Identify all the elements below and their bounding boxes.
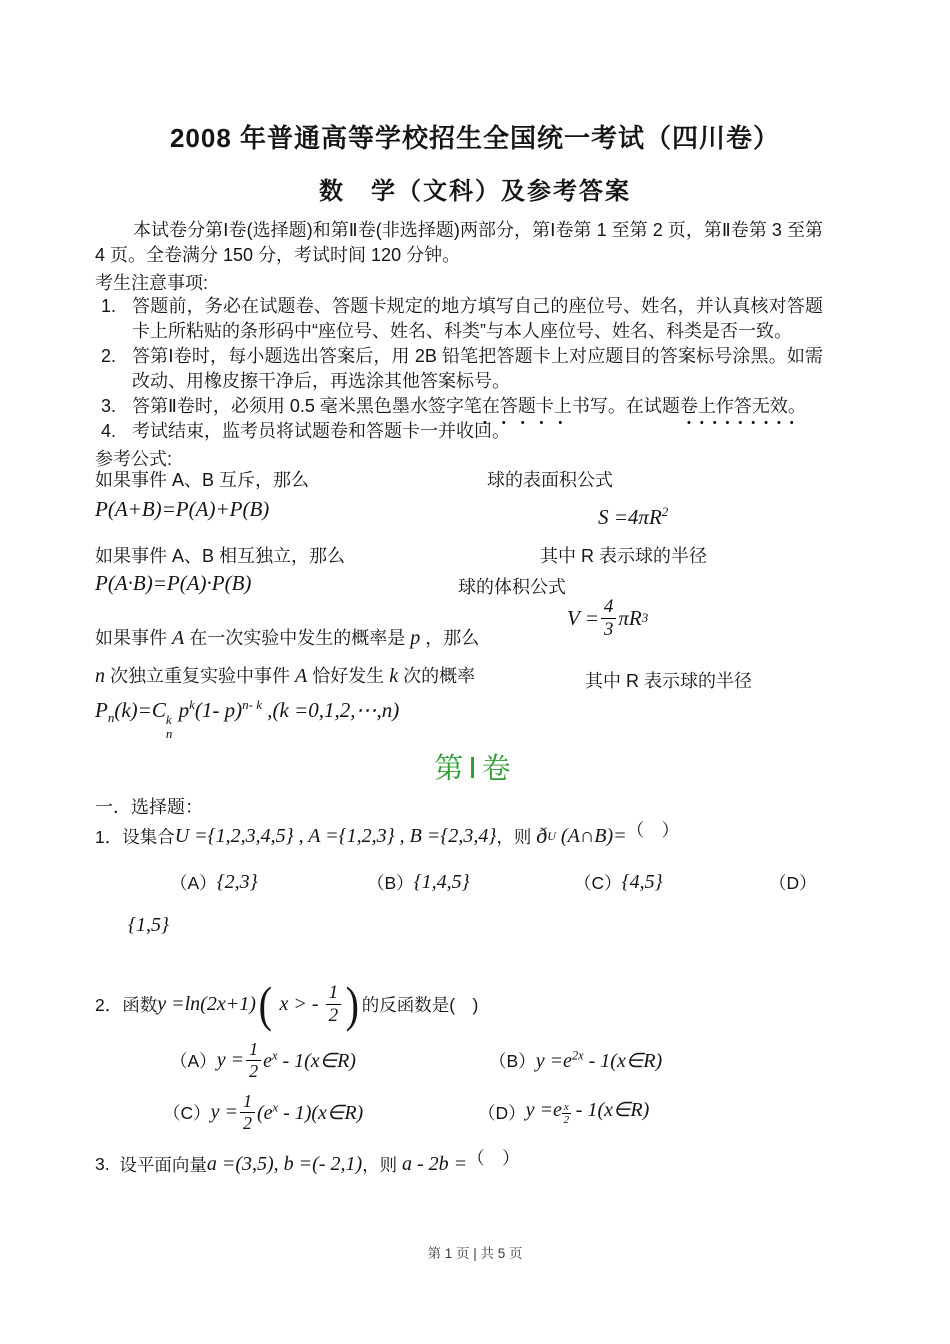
sup-sub-stack — [166, 713, 173, 740]
formula-text: y = — [216, 1048, 245, 1071]
math-var: k — [389, 665, 399, 687]
section-1-heading: 一．选择题： — [95, 797, 203, 817]
option-a — [170, 1036, 356, 1084]
notice-number: 1. — [101, 296, 117, 316]
notice-text: 答第Ⅱ卷时，必须用 0.5 毫米黑色墨水签字笔在答题卡上书写。在试题卷上作答无效。 — [132, 396, 806, 416]
question-text: 设平面向量 — [119, 1154, 207, 1175]
option-c — [163, 1086, 363, 1138]
formula-text — [257, 1100, 363, 1125]
big-left-paren: ( — [258, 976, 272, 1032]
formula-text — [536, 1048, 662, 1073]
option-label: （D） — [478, 1102, 526, 1123]
radius-note-1: 其中 R 表示球的半径 — [540, 546, 708, 566]
notice-number: 4. — [101, 421, 117, 441]
math-var: A — [295, 665, 308, 687]
question-1-options — [95, 864, 865, 900]
tail: - 1(x∈R) — [570, 1099, 650, 1122]
question-text: ，则 — [496, 826, 537, 847]
numerator: x — [563, 1101, 569, 1114]
expression: (A∩B)= — [555, 824, 627, 847]
math-var: n — [95, 665, 105, 687]
page-title: 2008 年普通高等学校招生全国统一考试（四川卷） — [169, 123, 781, 153]
independent-events-label: 如果事件 A、B 相互独立，那么 — [95, 546, 346, 566]
big-right-paren: ) — [345, 976, 360, 1032]
text: 次的概率 — [398, 666, 476, 686]
option-label: （A） — [170, 872, 217, 893]
exponent: x — [272, 1099, 279, 1114]
option-b — [367, 864, 470, 900]
formula-text: (1- p) — [194, 698, 243, 722]
sphere-volume-label: 球的体积公式 — [458, 577, 566, 597]
tail: - 1)(x∈R) — [278, 1101, 364, 1124]
page-footer: 第 1 页 | 共 5 页 — [427, 1246, 523, 1261]
text: 如果事件 — [95, 628, 173, 648]
reference-formulas-title: 参考公式: — [95, 449, 173, 469]
option-value: {1,4,5} — [413, 870, 470, 893]
formula-text: V = — [567, 605, 599, 630]
question-number: 2． — [95, 994, 123, 1015]
vector-definitions: a =(3,5), b =(- 2,1) — [206, 1152, 363, 1175]
denominator: 2 — [563, 1114, 570, 1127]
formula-text: (k)=C — [114, 698, 166, 722]
text: ，那么 — [420, 628, 480, 648]
text: 在一次实验中发生的概率是 — [184, 628, 411, 648]
binomial-probability-formula — [95, 698, 399, 740]
denominator: 2 — [328, 1004, 339, 1026]
fraction — [326, 982, 342, 1027]
formula-text: y = — [210, 1100, 239, 1123]
fraction — [240, 1091, 255, 1133]
option-d — [478, 1086, 649, 1138]
base: (e — [257, 1101, 273, 1124]
text: 次独立重复实验中事件 — [105, 666, 296, 686]
notice-number: 3. — [101, 396, 117, 416]
emphasis-dots: ••••••••• — [687, 417, 803, 429]
question-text: ，则 — [362, 1154, 402, 1175]
intro-paragraph: 本试卷分第Ⅰ卷(选择题)和第Ⅱ卷(非选择题)两部分，第Ⅰ卷第 1 至第 2 页，第Ⅱ卷第 3 至第 4 页。全卷满分 150 分，考试时间 120 分钟。 — [95, 220, 823, 265]
expression: a - 2b = — [402, 1152, 468, 1175]
notice-list — [95, 294, 823, 444]
notice-number: 2. — [101, 346, 117, 366]
exponent: k — [189, 697, 195, 712]
question-number: 1． — [95, 826, 123, 847]
answer-blank: （ ） — [626, 819, 680, 840]
subscript: n — [165, 725, 173, 741]
question-1: 1． 设集合 U ={1,2,3,4,5} , A ={1,2,3} , B ={2,3,4} ，则 ð U (A∩B)= （ ） — [95, 818, 679, 854]
question-text: 函数 — [122, 994, 158, 1015]
question-3 — [95, 1146, 520, 1182]
option-label: （B） — [489, 1050, 536, 1071]
formula-text: P — [95, 698, 108, 722]
question-text: 的反函数是( ) — [361, 994, 479, 1015]
question-2-options-ab — [95, 1036, 865, 1084]
option-label: （C） — [574, 872, 622, 893]
formula-text: p — [173, 698, 190, 722]
notice-item-3 — [95, 394, 823, 429]
probability-sum-formula: P(A+B)=P(A)+P(B) — [95, 497, 270, 521]
tail: - 1(x∈R) — [277, 1049, 356, 1072]
exponent-fraction — [562, 1101, 571, 1126]
option-label: （D） — [769, 872, 817, 893]
option-label: （A） — [170, 1050, 217, 1071]
exponent: n- k — [242, 697, 262, 712]
answer-blank: （ ） — [467, 1147, 520, 1168]
sphere-surface-formula — [598, 505, 668, 530]
mutually-exclusive-label: 如果事件 A、B 互斥，那么 — [95, 470, 310, 490]
single-trial-probability-line — [95, 624, 479, 650]
option-label: （C） — [163, 1102, 211, 1123]
option-d — [769, 864, 817, 900]
probability-product-formula: P(A·B)=P(A)·P(B) — [95, 571, 252, 595]
notice-item-1 — [95, 294, 823, 344]
formula-text — [526, 1097, 650, 1126]
formula-text: πR — [618, 605, 642, 630]
complement-symbol: ð — [536, 823, 548, 848]
option-a — [170, 864, 258, 900]
repeated-trials-line — [95, 662, 475, 688]
numerator: 4 — [601, 596, 617, 619]
notice-item-2 — [95, 344, 823, 394]
denominator: 3 — [603, 618, 614, 640]
question-2-options-cd — [95, 1086, 865, 1138]
fraction — [246, 1039, 261, 1081]
notice-text: 答第Ⅰ卷时，每小题选出答案后，用 2B 铅笔把答题卡上对应题目的答案标号涂黑。如需改动、用橡皮擦干净后，再选涂其他答案标号。 — [132, 346, 823, 391]
notice-text: 答题前，务必在试题卷、答题卡规定的地方填写自己的座位号、姓名，并认真核对答题卡上所粘贴的条形码中“座位号、姓名、科类”与本人座位号、姓名、科类是否一致。 — [132, 296, 823, 341]
option-value: {2,3} — [216, 870, 258, 893]
notice-title: 考生注意事项: — [95, 273, 209, 293]
numerator: 1 — [246, 1039, 261, 1061]
radius-note-2: 其中 R 表示球的半径 — [585, 671, 753, 691]
question-number: 3. — [95, 1153, 120, 1174]
tail: - 1(x∈R) — [583, 1049, 663, 1072]
sphere-surface-label: 球的表面积公式 — [487, 470, 613, 490]
formula-text — [263, 1048, 356, 1073]
text: 恰好发生 — [307, 666, 390, 686]
option-b — [489, 1036, 662, 1084]
set-definitions: U ={1,2,3,4,5} , A ={1,2,3} , B ={2,3,4} — [174, 824, 497, 847]
formula-text: ,(k =0,1,2,⋯,n) — [262, 698, 400, 722]
superscript: k — [165, 712, 172, 728]
function-expression: y =ln(2x+1) — [157, 992, 256, 1015]
base: y =e — [535, 1049, 572, 1072]
option-d-value: {1,5} — [128, 914, 169, 936]
numerator: 1 — [240, 1091, 255, 1113]
math-var: p — [410, 627, 421, 649]
condition: x > - — [274, 992, 324, 1015]
part-1-heading: 第Ⅰ卷 — [434, 753, 516, 785]
notice-item-4 — [95, 419, 823, 444]
exponent: 2x — [571, 1047, 584, 1062]
numerator: 1 — [326, 982, 342, 1005]
sphere-volume-formula: V = $\frac{4}{3}$ πR 3 — [567, 596, 649, 640]
option-c — [574, 864, 663, 900]
emphasis-dots: ••••• — [483, 417, 578, 429]
base: e — [263, 1049, 272, 1072]
math-var: A — [172, 627, 185, 649]
exponent: x — [271, 1047, 278, 1062]
base: y =e — [525, 1099, 562, 1122]
exponent: 2 — [661, 504, 669, 519]
option-label: （B） — [367, 872, 414, 893]
reference-formulas — [95, 466, 865, 748]
fraction — [601, 596, 617, 641]
question-text: 设集合 — [122, 826, 175, 847]
formula-text: S =4πR — [598, 505, 662, 529]
page-subtitle: 数 学（文科）及参考答案 — [319, 178, 631, 205]
denominator: 2 — [243, 1112, 253, 1133]
option-value: {4,5} — [621, 870, 663, 893]
question-2 — [95, 972, 478, 1036]
denominator: 2 — [249, 1060, 259, 1081]
subscript: n — [107, 710, 115, 726]
notice-text: 考试结束，监考员将试题卷和答题卡一并收回。 — [132, 421, 510, 441]
